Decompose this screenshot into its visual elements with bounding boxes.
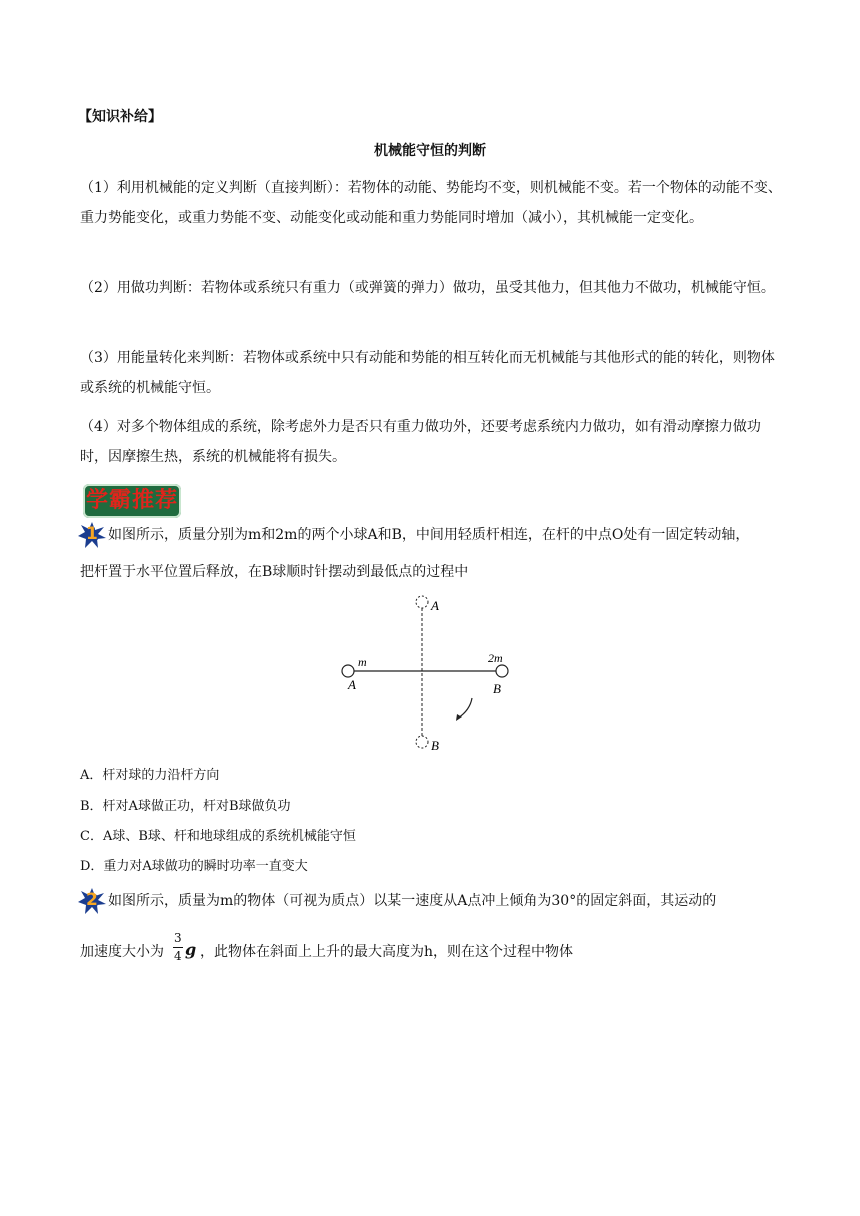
rotation-arrow bbox=[458, 698, 472, 718]
label-left-a: A bbox=[348, 677, 356, 692]
section-heading: 【知识补给】 bbox=[78, 109, 162, 125]
label-right-b: B bbox=[493, 681, 501, 696]
question-1-option-c: C．A球、B球、杆和地球组成的系统机械能守恒 bbox=[80, 829, 356, 844]
question-1-line-1: 如图所示，质量分别为m和2m的两个小球A和B，中间用轻质杆相连，在杆的中点O处有一固定转动轴， bbox=[108, 527, 750, 543]
paragraph-4: （4）对多个物体组成的系统，除考虑外力是否只有重力做功外，还要考虑系统内力做功，如有滑动摩擦力做功时，因摩擦生热，系统的机械能将有损失。 bbox=[80, 419, 761, 465]
question-2-line-2-prefix: 加速度大小为 bbox=[80, 944, 164, 960]
pendulum-rod-figure bbox=[330, 590, 560, 755]
fraction-bar bbox=[173, 947, 183, 948]
ball-b bbox=[496, 665, 508, 677]
paragraph-3: （3）用能量转化来判断：若物体或系统中只有动能和势能的相互转化而无机械能与其他形式的能的转化，则物体或系统的机械能守恒。 bbox=[80, 350, 775, 396]
recommend-badge bbox=[83, 484, 181, 518]
paragraph-2: （2）用做功判断：若物体或系统只有重力（或弹簧的弹力）做功，虽受其他力，但其他力不做功，机械能守恒。 bbox=[80, 280, 775, 296]
question-1-icon bbox=[78, 522, 106, 548]
label-top-a: A bbox=[431, 598, 439, 613]
question-2-number: 2 bbox=[86, 890, 98, 910]
page-title: 机械能守恒的判断 bbox=[374, 143, 486, 159]
question-1-line-2: 把杆置于水平位置后释放，在B球顺时针摆动到最低点的过程中 bbox=[80, 564, 469, 580]
fraction-variable: g bbox=[185, 940, 197, 959]
ball-b-final-position bbox=[416, 736, 428, 748]
fraction-denominator: 4 bbox=[174, 949, 182, 963]
question-2-line-2-suffix: ，此物体在斜面上上升的最大高度为h，则在这个过程中物体 bbox=[200, 944, 574, 960]
badge-label: 学霸推荐 bbox=[85, 488, 178, 513]
label-right-mass: 2m bbox=[488, 651, 503, 665]
fraction-numerator: 3 bbox=[174, 931, 182, 945]
ball-a bbox=[342, 665, 354, 677]
question-2-line-1: 如图所示，质量为m的物体（可视为质点）以某一速度从A点冲上倾角为30°的固定斜面，其运动的 bbox=[108, 893, 717, 909]
label-left-mass: m bbox=[358, 655, 367, 669]
question-1-option-d: D．重力对A球做功的瞬时功率一直变大 bbox=[80, 859, 308, 874]
ball-a-final-position bbox=[416, 596, 428, 608]
question-2-icon bbox=[78, 888, 106, 914]
question-1-option-a: A．杆对球的力沿杆方向 bbox=[80, 768, 220, 783]
label-bottom-b: B bbox=[431, 738, 439, 753]
paragraph-1: （1）利用机械能的定义判断（直接判断）：若物体的动能、势能均不变，则机械能不变。若一个物体的动能不变、重力势能变化，或重力势能不变、动能变化或动能和重力势能同时增加（减小），其机械能一定变化。 bbox=[80, 180, 782, 226]
question-1-number: 1 bbox=[86, 524, 98, 544]
question-1-option-b: B．杆对A球做正功，杆对B球做负功 bbox=[80, 799, 291, 814]
fraction-three-quarters-g bbox=[172, 931, 198, 971]
